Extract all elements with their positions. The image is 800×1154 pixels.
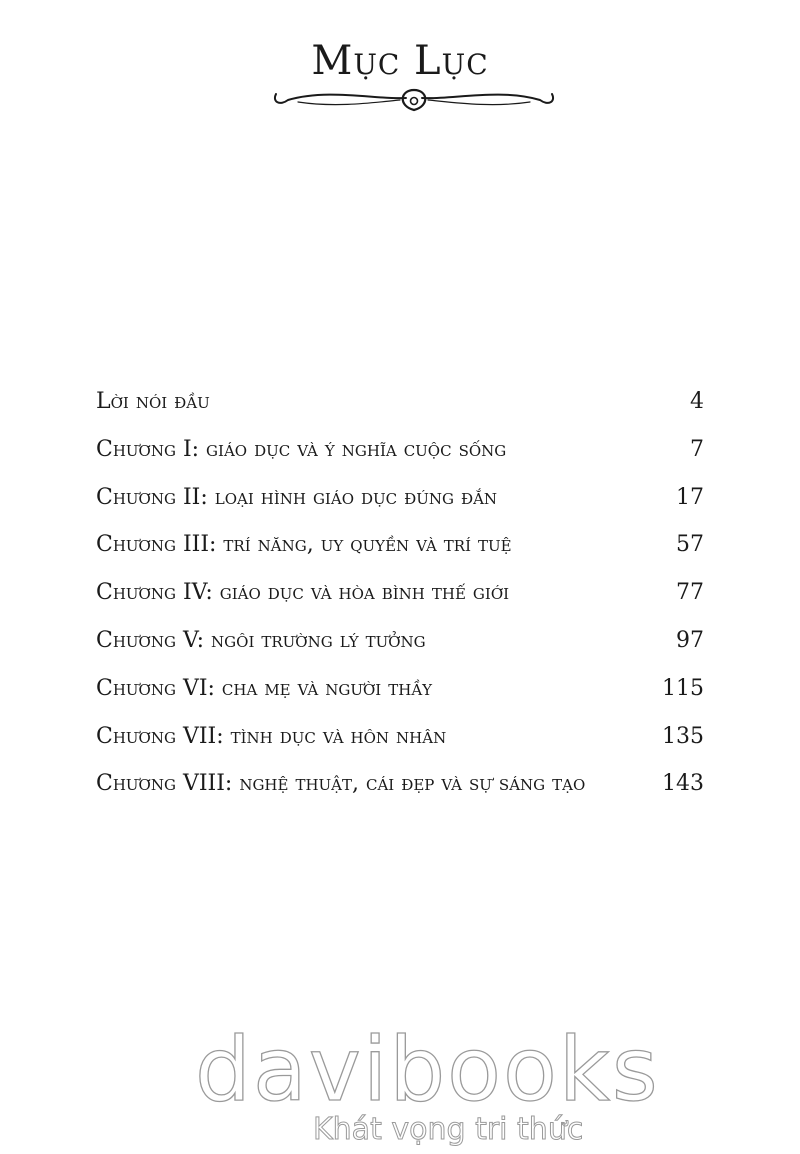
toc-entry-chapter-8[interactable] [96, 760, 704, 808]
toc-entry-title: Chương III: trí năng, uy quyền và trí tuệ [96, 532, 512, 558]
toc-entry-title: Lời nói đầu [96, 389, 210, 414]
toc-entry-title: Chương V: ngôi trường lý tưởng [96, 627, 426, 653]
title-ornament-icon [268, 80, 560, 120]
toc-entry-chapter-2[interactable] [96, 474, 704, 522]
page-title: Mục Lục [311, 38, 489, 84]
toc-entry-page: 143 [662, 771, 704, 797]
toc-entry-page: 4 [690, 389, 704, 414]
toc-entry-chapter-5[interactable] [96, 617, 704, 665]
toc-entry-title: Chương IV: giáo dục và hòa bình thế giới [96, 580, 510, 606]
toc-entry-chapter-4[interactable] [96, 569, 704, 617]
publisher-watermark [195, 1018, 660, 1150]
toc-entry-title: Chương VI: cha mẹ và người thầy [96, 675, 433, 701]
toc-entry-title: Chương VII: tình dục và hôn nhân [96, 723, 447, 749]
toc-entry-chapter-6[interactable] [96, 665, 704, 713]
watermark-tagline: Khát vọng tri thức [313, 1112, 584, 1147]
toc-entry-page: 97 [676, 627, 704, 653]
toc-entry-title: Chương VIII: nghệ thuật, cái đẹp và sự sáng tạo [96, 771, 586, 797]
table-of-contents [96, 378, 704, 808]
toc-entry-chapter-3[interactable] [96, 521, 704, 569]
toc-entry-page: 135 [662, 723, 704, 749]
toc-entry-title: Chương I: giáo dục và ý nghĩa cuộc sống [96, 436, 507, 462]
toc-entry-page: 115 [662, 675, 704, 701]
toc-entry-chapter-1[interactable] [96, 426, 704, 474]
toc-entry-title: Chương II: loại hình giáo dục đúng đắn [96, 484, 498, 510]
toc-entry-page: 77 [676, 580, 704, 606]
toc-entry-page: 17 [676, 484, 704, 510]
toc-entry-chapter-7[interactable] [96, 713, 704, 761]
watermark-brand: davibooks [195, 1018, 660, 1121]
toc-entry-page: 7 [690, 436, 704, 462]
toc-entry-preface[interactable] [96, 378, 704, 426]
toc-entry-page: 57 [676, 532, 704, 558]
